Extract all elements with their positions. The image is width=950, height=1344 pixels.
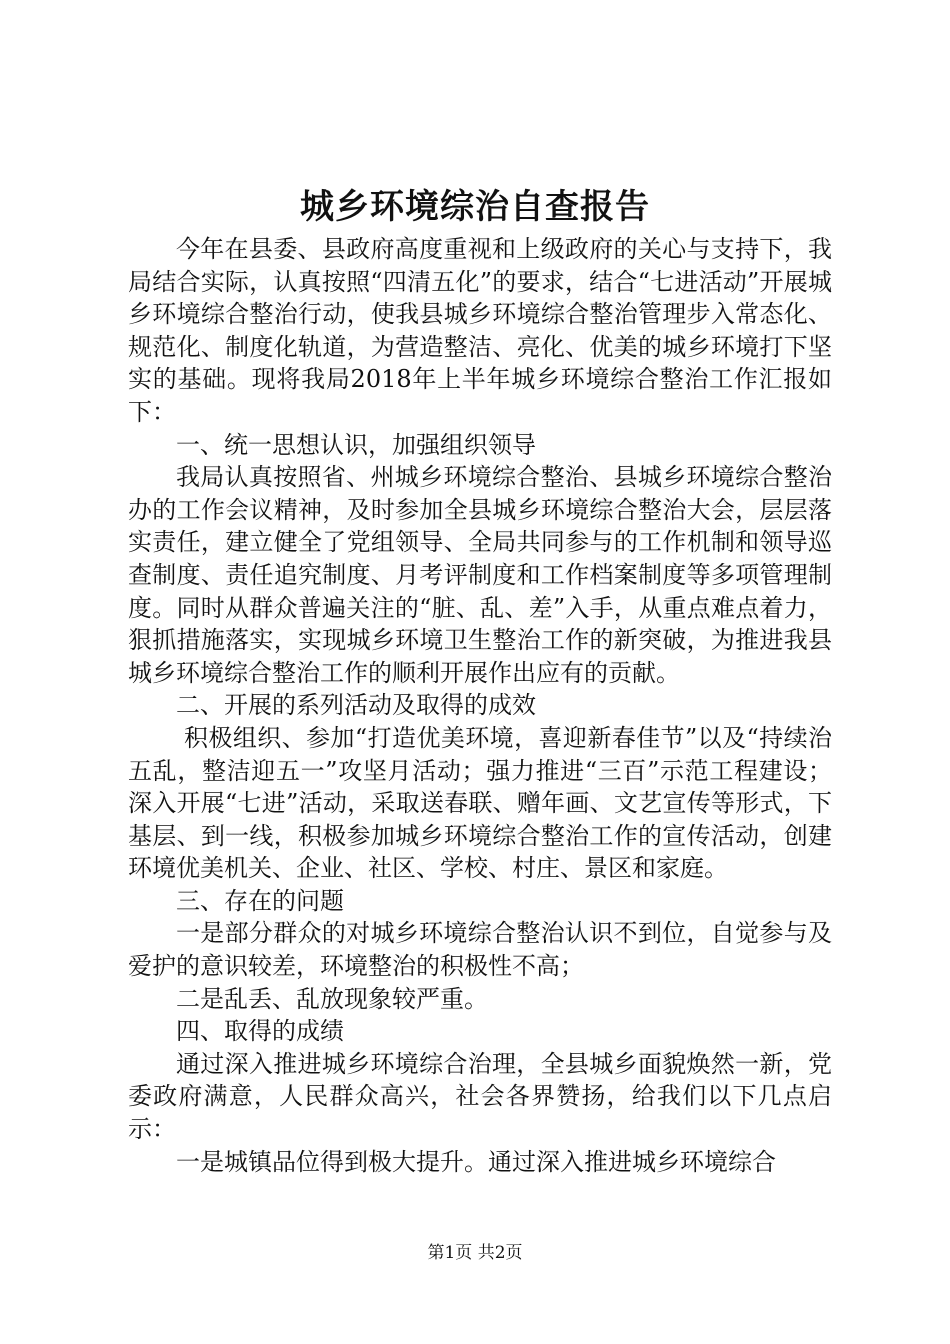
problem-item-2: 二是乱丢、乱放现象较严重。 [176,984,488,1013]
section-heading-3: 三、存在的问题 [176,886,344,915]
section-4-paragraph: 通过深入推进城乡环境综合治理，全县城乡面貌焕然一新，党委政府满意，人民群众高兴，社会各界赞扬，给我们以下几点启示： [128,1049,832,1144]
section-heading-2: 二、开展的系列活动及取得的成效 [176,691,536,720]
document-body [128,233,832,1178]
intro-paragraph: 今年在县委、县政府高度重视和上级政府的关心与支持下，我局结合实际，认真按照“四清五化”的要求，结合“七进活动”开展城乡环境综合整治行动，使我县城乡环境综合整治管理步入常态化、规范化、制度化轨道，为营造整洁、亮化、优美的城乡环境打下坚实的基础。现将我局2018年上半年城乡环境综合整治工作汇报如下： [128,235,832,426]
section-heading-1: 一、统一思想认识，加强组织领导 [176,430,536,459]
document-title: 城乡环境综治自查报告 [300,187,650,227]
achievement-item-1: 一是城镇品位得到极大提升。通过深入推进城乡环境综合 [176,1147,776,1176]
section-heading-4: 四、取得的成绩 [176,1017,344,1046]
section-2-paragraph: 积极组织、参加“打造优美环境，喜迎新春佳节”以及“持续治五乱，整洁迎五一”攻坚月活动；强力推进“三百”示范工程建设；深入开展“七进”活动，采取送春联、赠年画、文艺宣传等形式，下基层、到一线，积极参加城乡环境综合整治工作的宣传活动，创建环境优美机关、企业、社区、学校、村庄、景区和家庭。 [128,723,832,883]
section-1-paragraph: 我局认真按照省、州城乡环境综合整治、县城乡环境综合整治办的工作会议精神，及时参加全县城乡环境综合整治大会，层层落实责任，建立健全了党组领导、全局共同参与的工作机制和领导巡查制度、责任追究制度、月考评制度和工作档案制度等多项管理制度。同时从群众普遍关注的“脏、乱、差”入手，从重点难点着力，狠抓措施落实，实现城乡环境卫生整治工作的新突破，为推进我县城乡环境综合整治工作的顺利开展作出应有的贡献。 [128,463,832,687]
problem-item-1: 一是部分群众的对城乡环境综合整治认识不到位，自觉参与及爱护的意识较差，环境整治的积极性不高； [128,919,832,981]
page-footer: 第1页 共2页 [427,1243,523,1263]
